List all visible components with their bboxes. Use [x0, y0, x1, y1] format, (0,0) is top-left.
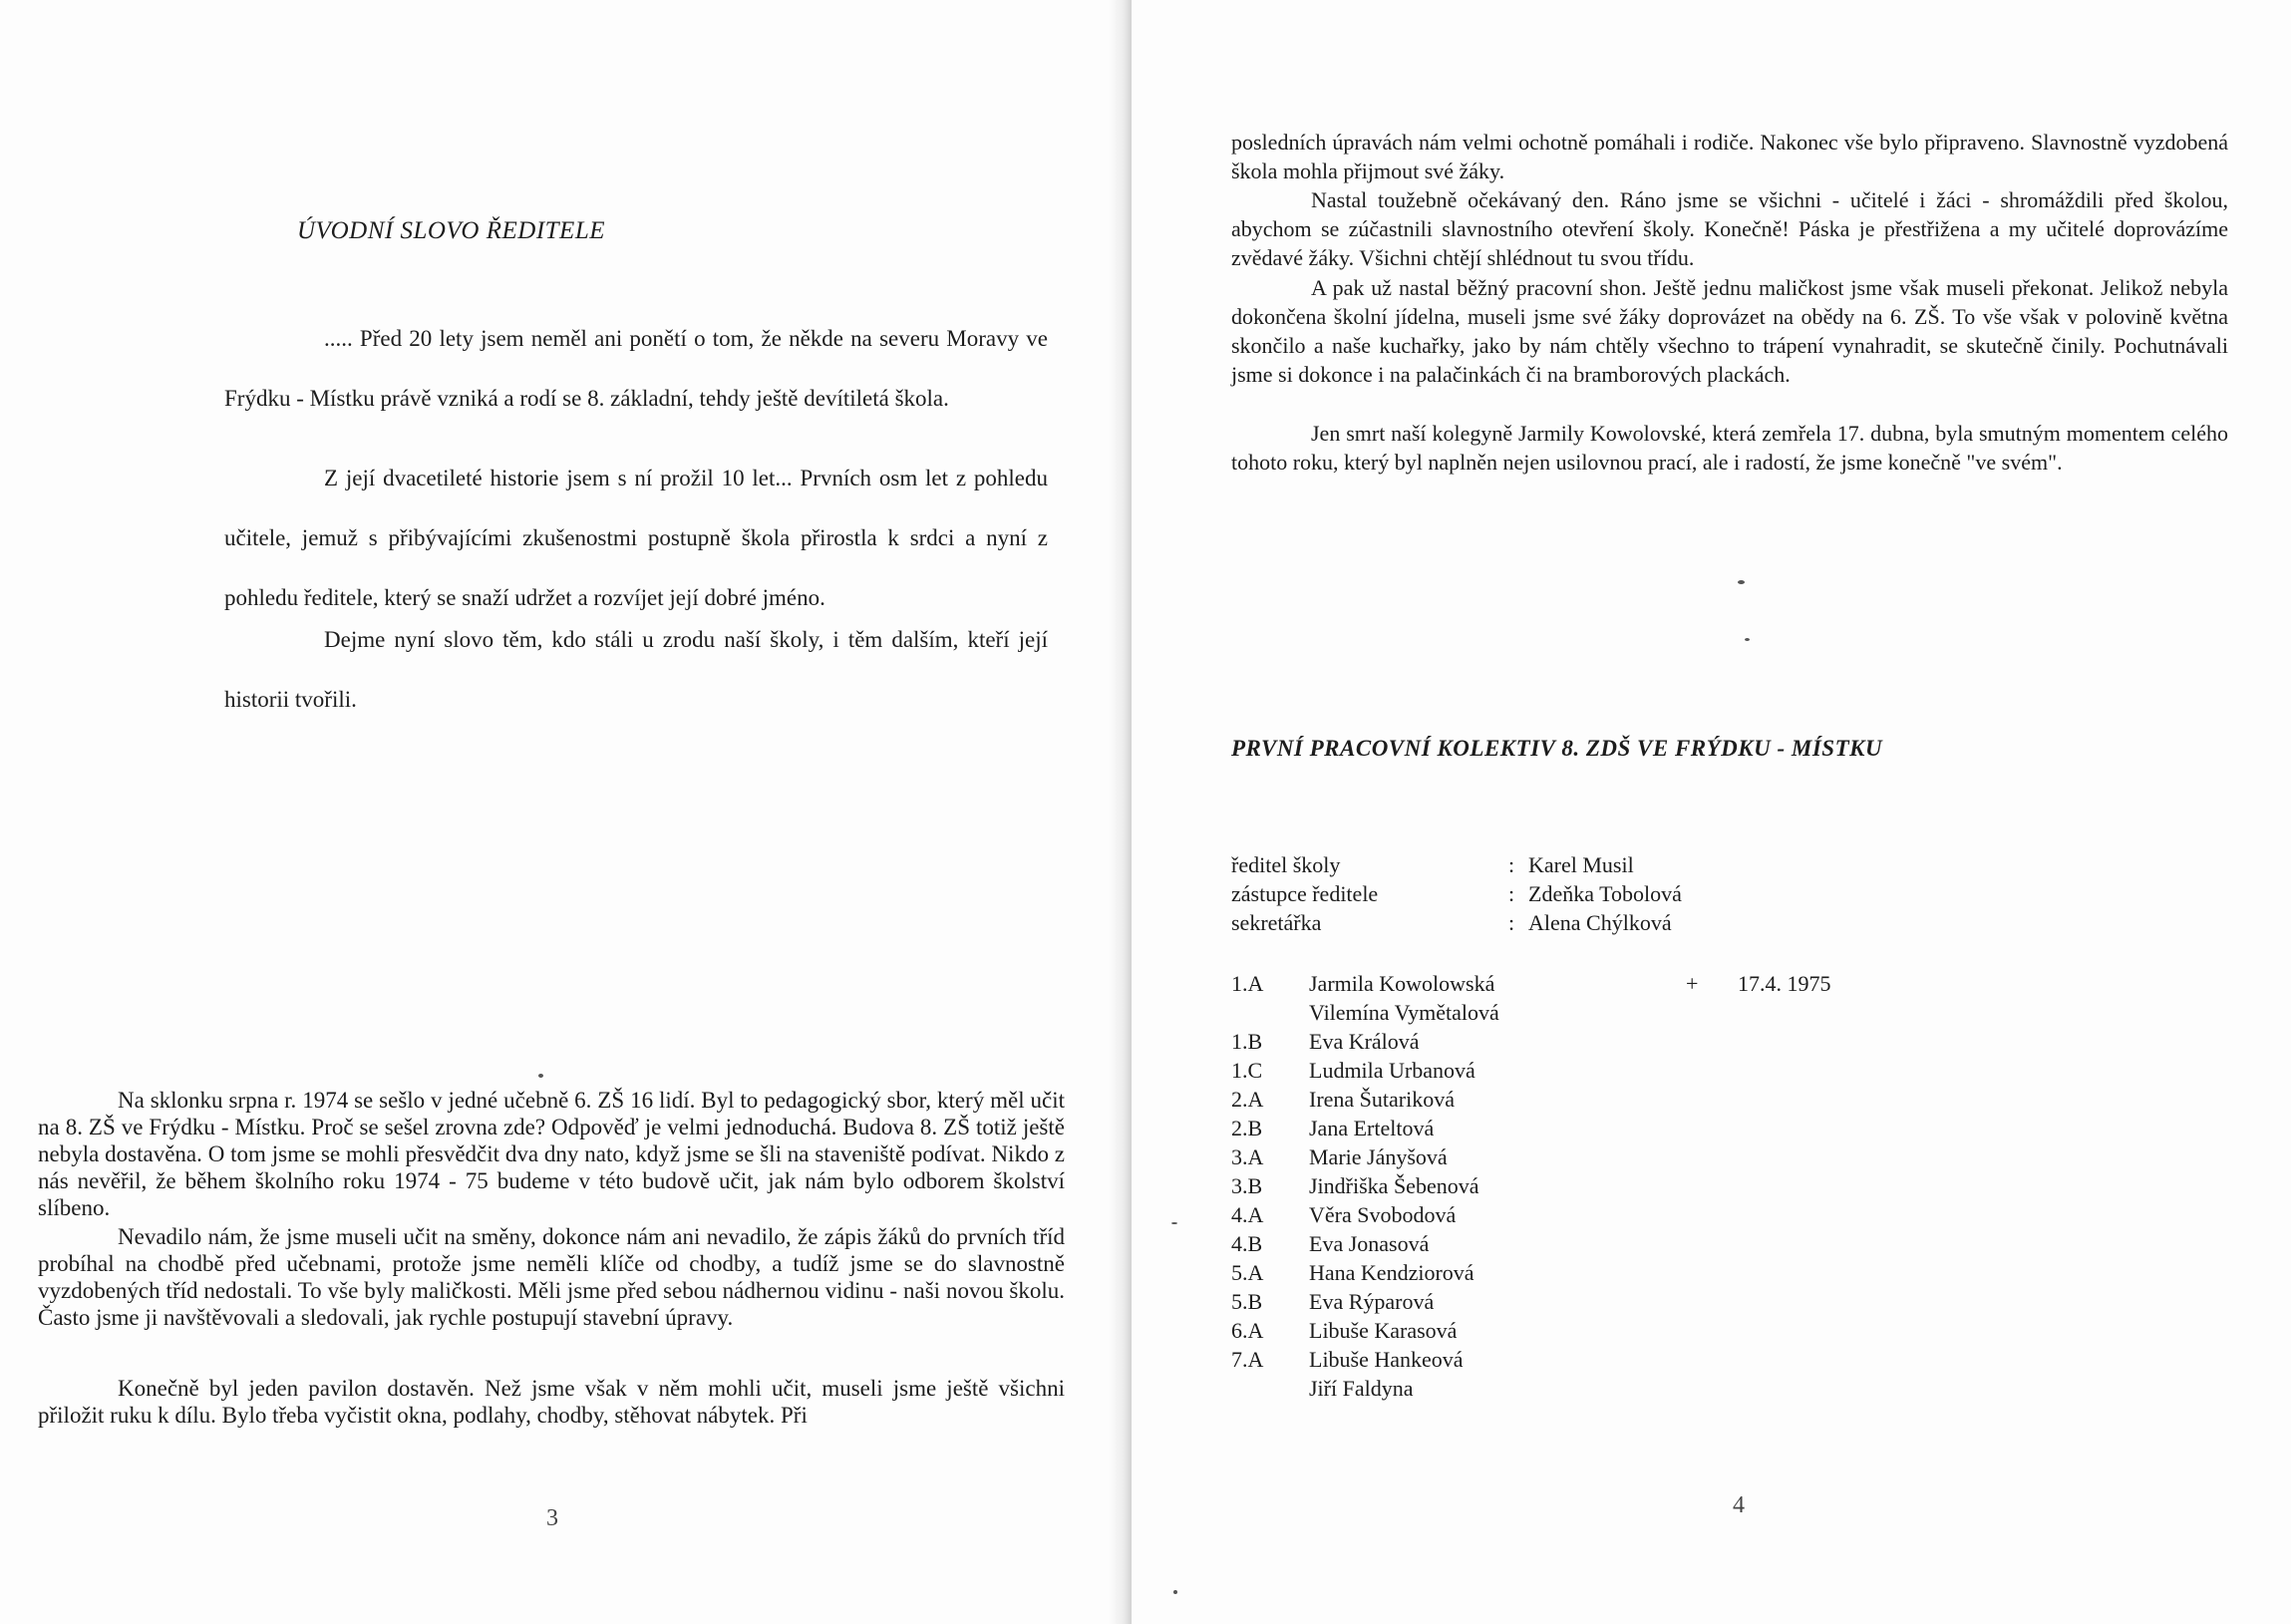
leadership-separator: : [1508, 852, 1515, 877]
leadership-row [1231, 850, 1682, 879]
class-teacher: Vilemína Vymětalová [1309, 1000, 1499, 1025]
class-row [1231, 1114, 1831, 1142]
leadership-name: Zdeňka Tobolová [1528, 881, 1682, 906]
class-row [1231, 1200, 1831, 1229]
class-code [1231, 1374, 1309, 1403]
class-row [1231, 1171, 1831, 1200]
scan-speck [1738, 580, 1745, 584]
continuation-paragraph-4: Jen smrt naší kolegyně Jarmily Kowolovské, která zemřela 17. dubna, byla smutným momentem celého tohoto roku, který byl naplněn nejen usilovnou prací, ale i radostí, že jsme konečně "ve svém". [1231, 421, 2228, 475]
leadership-list [1231, 850, 1682, 937]
right-page [1132, 0, 2291, 1624]
history-paragraph-2: Nevadilo nám, že jsme museli učit na směny, dokonce nám ani nevadilo, že zápis žáků do prvních tříd probíhal na chodbě před učebnami, protože jsme neměli klíče od chodby, a tudíž jsme se do slavnostně vyzdobených tříd nedostali. To vše byly maličkosti. Měli jsme před sebou nádhernou vidinu - naši novou školu. Často jsme ji navštěvovali a sledovali, jak rychle postupují stavební úpravy. [38, 1224, 1065, 1330]
class-teacher: Věra Svobodová [1309, 1202, 1457, 1227]
leadership-role: zástupce ředitele [1231, 881, 1379, 906]
class-row [1231, 1374, 1831, 1403]
class-teacher: Eva Jonasová [1309, 1231, 1430, 1256]
continuation-paragraph-3: A pak už nastal běžný pracovní shon. Ještě jednu maličkost jsme však museli překonat. Jelikož nebyla dokončena školní jídelna, museli jsme své žáky doprovázet na obědy na 6. ZŠ. To vše však v polovině května skončilo a naše kuchařky, jako by nám chtěly všechno to trápení vynahradit, se skutečně činily. Pochutnávali jsme si dokonce i na palačinkách či na bramborových plackách. [1231, 275, 2228, 387]
staff-section-title: PRVNÍ PRACOVNÍ KOLEKTIV 8. ZDŠ VE FRÝDKU - MÍSTKU [1231, 736, 1883, 761]
class-row [1231, 1258, 1831, 1287]
leadership-row [1231, 908, 1682, 937]
class-code: 5.B [1231, 1289, 1263, 1314]
left-page [0, 0, 1132, 1624]
leadership-role: sekretářka [1231, 910, 1322, 935]
class-code: 2.A [1231, 1087, 1264, 1112]
continuation-paragraph-2: Nastal toužebně očekávaný den. Ráno jsme se všichni - učitelé i žáci - shromáždili před školou, abychom se zúčastnili slavnostního otevření školy. Konečně! Páska je přestřižena a my učitelé doprovázíme zvědavé žáky. Všichni chtějí shlédnout tu svou třídu. [1231, 187, 2228, 270]
class-row [1231, 1027, 1831, 1056]
class-teacher: Eva Králová [1309, 1029, 1420, 1054]
class-teacher: Jana Erteltová [1309, 1116, 1435, 1140]
class-code: 3.B [1231, 1173, 1263, 1198]
class-code: 2.B [1231, 1116, 1263, 1140]
class-teacher: Libuše Karasová [1309, 1318, 1458, 1343]
class-row [1231, 1345, 1831, 1374]
class-teacher: Irena Šutariková [1309, 1087, 1455, 1112]
leadership-row [1231, 879, 1682, 908]
class-code: 3.A [1231, 1144, 1264, 1169]
class-code [1231, 998, 1309, 1027]
class-teacher-list [1231, 969, 1831, 1403]
class-code: 4.B [1231, 1231, 1263, 1256]
intro-paragraph-3: Dejme nyní slovo těm, kdo stáli u zrodu naší školy, i těm dalším, kteří její historii tvořili. [224, 627, 1048, 712]
class-code: 1.C [1231, 1058, 1263, 1083]
leadership-separator: : [1508, 881, 1515, 906]
death-mark: + [1686, 971, 1699, 996]
class-code: 5.A [1231, 1260, 1264, 1285]
class-code: 6.A [1231, 1318, 1264, 1343]
continuation-paragraph-1: posledních úpravách nám velmi ochotně pomáhali i rodiče. Nakonec vše bylo připraveno. Slavnostně vyzdobená škola mohla přijmout své žáky. [1231, 130, 2228, 183]
class-teacher: Libuše Hankeová [1309, 1347, 1464, 1372]
scan-speck [1171, 1222, 1177, 1224]
class-row [1231, 1056, 1831, 1085]
leadership-separator: : [1508, 910, 1515, 935]
leadership-name: Alena Chýlková [1528, 910, 1672, 935]
class-code: 7.A [1231, 1347, 1264, 1372]
history-paragraph-1: Na sklonku srpna r. 1974 se sešlo v jedné učebně 6. ZŠ 16 lidí. Byl to pedagogický sbor, který měl učit na 8. ZŠ ve Frýdku - Místku. Proč se sešel zrovna zde? Odpověď je velmi jednoduchá. Budova 8. ZŠ totiž ještě nebyla dostavěna. O tom jsme se mohli přesvědčit dva dny nato, když jsme se šli na staveniště podívat. Nikdo z nás nevěřil, že během školního roku 1974 - 75 budeme v této budově učit, jak nám bylo odborem školství slíbeno. [38, 1088, 1065, 1220]
class-row [1231, 1316, 1831, 1345]
leadership-name: Karel Musil [1528, 852, 1634, 877]
class-row [1231, 1142, 1831, 1171]
class-row [1231, 1085, 1831, 1114]
scan-speck [1745, 638, 1750, 641]
class-row [1231, 1287, 1831, 1316]
scan-speck [1173, 1590, 1177, 1594]
class-teacher: Jarmila Kowolowská [1309, 971, 1495, 996]
history-paragraph-3: Konečně byl jeden pavilon dostavěn. Než jsme však v něm mohli učit, museli jsme ještě všichni přiložit ruku k dílu. Bylo třeba vyčistit okna, podlahy, chodby, stěhovat nábytek. Při [38, 1376, 1065, 1428]
death-date: 17.4. 1975 [1738, 971, 1831, 996]
class-code: 1.B [1231, 1029, 1263, 1054]
class-teacher: Jiří Faldyna [1309, 1376, 1414, 1401]
intro-paragraph-2: Z její dvacetileté historie jsem s ní prožil 10 let... Prvních osm let z pohledu učitele, jemuž s přibývajícími zkušenostmi postupně škola přirostla k srdci a nyní z pohledu ředitele, který se snaží udržet a rozvíjet její dobré jméno. [224, 466, 1048, 610]
class-row [1231, 1229, 1831, 1258]
class-teacher: Eva Rýparová [1309, 1289, 1435, 1314]
scan-speck [538, 1074, 543, 1078]
class-teacher: Jindřiška Šebenová [1309, 1173, 1479, 1198]
class-teacher: Ludmila Urbanová [1309, 1058, 1475, 1083]
intro-paragraph-1: ..... Před 20 lety jsem neměl ani ponětí o tom, že někde na severu Moravy ve Frýdku - Místku právě vzniká a rodí se 8. základní, tehdy ještě devítiletá škola. [224, 326, 1048, 411]
page-title: ÚVODNÍ SLOVO ŘEDITELE [297, 217, 605, 244]
class-code: 1.A [1231, 971, 1264, 996]
leadership-role: ředitel školy [1231, 852, 1341, 877]
page-number: 3 [546, 1505, 558, 1531]
class-teacher: Marie Jányšová [1309, 1144, 1448, 1169]
class-row [1231, 998, 1831, 1027]
class-code: 4.A [1231, 1202, 1264, 1227]
class-row [1231, 969, 1831, 998]
page-number: 4 [1733, 1492, 1745, 1518]
class-teacher: Hana Kendziorová [1309, 1260, 1474, 1285]
